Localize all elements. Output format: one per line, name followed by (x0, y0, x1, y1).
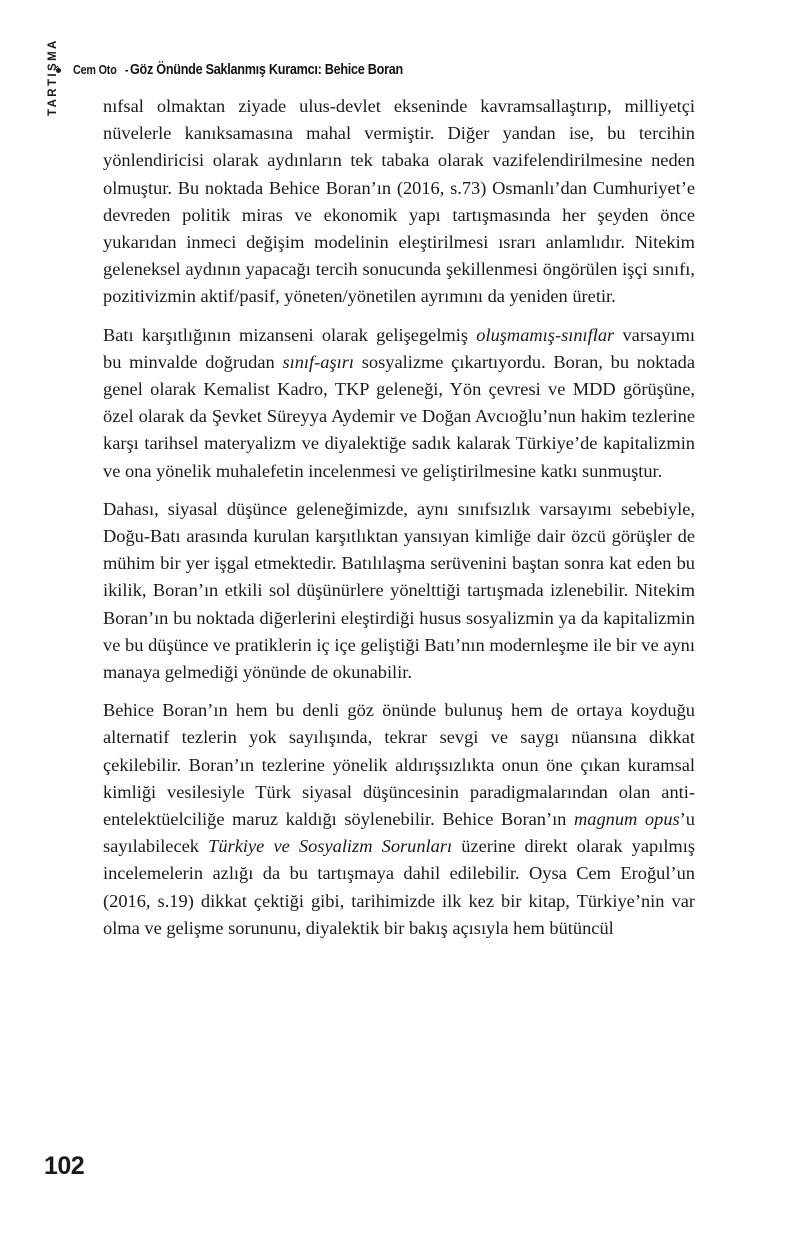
page-number: 102 (44, 1152, 85, 1180)
section-tab-label: TARTIŞMA (47, 38, 59, 116)
running-head-title: Göz Önünde Saklanmış Kuramcı: Behice Boran (129, 62, 403, 78)
body-text-column (103, 93, 695, 942)
paragraph: Dahası, siyasal düşünce geleneğimizde, aynı sınıfsızlık varsayımı sebebiyle, Doğu-Batı arasında kurulan karşıtlıktan yansıyan kimliğe dair özcü görüşler de mühim bir yer işgal etmektedir. Batılılaşma serüvenini baştan sonra kat eden bu ikilik, Boran’ın etkili sol düşünürlere yönelttiği tartışmada izlenebilir. Nitekim Boran’ın bu noktada diğerlerini eleştirdiği husus sosyalizmin ya da kapitalizmin ve bu düşünce ve pratiklerin iç içe geliştiği Batı’nın modernleşme ile bir ve aynı manaya gelmediği yönünde de okunabilir. (103, 498, 695, 683)
running-head (56, 62, 444, 78)
paragraph: Batı karşıtlığının mizanseni olarak gelişegelmiş oluşmamış-sınıflar varsayımı bu minvalde doğrudan sınıf-aşırı sosyalizme çıkartıyordu. Boran, bu noktada genel olarak Kemalist Kadro, TKP geleneği, Yön çevresi ve MDD görüşüne, özel olarak da Şevket Süreyya Aydemir ve Doğan Avcıoğlu’nun hakim tezlerine karşı tarihsel materyalizm ve diyalektiğe sadık kalarak Türkiye’de kapitalizmin ve ona yönelik muhalefetin incelenmesi ve geliştirilmesine katkı sunmuştur. (103, 324, 695, 481)
paragraph: Behice Boran’ın hem bu denli göz önünde bulunuş hem de ortaya koyduğu alternatif tezlerin yok sayılışında, tekrar sevgi ve saygı nüansına dikkat çekilebilir. Boran’ın tezlerine yönelik aldırışsızlıkta onun öne çıkan kuramsal kimliği vesilesiyle Türk siyasal düşüncesinin paradigmalarından olan anti-entelektüelciliğe maruz kaldığı söylenebilir. Behice Boran’ın magnum opus’u sayılabilecek Türkiye ve Sosyalizm Sorunları üzerine direkt olarak yapılmış incelemelerin azlığı da bu tartışmaya dahil edilebilir. Oysa Cem Eroğul’un (2016, s.19) dikkat çektiği gibi, tarihimizde ilk kez bir kitap, Türkiye’nin var olma ve gelişme sorununu, diyalektik bir bakış açısıyla hem bütüncül (103, 700, 695, 938)
running-head-separator: - (124, 63, 129, 77)
running-head-author: Cem Oto (73, 63, 117, 77)
paragraph: nıfsal olmaktan ziyade ulus-devlet ekseninde kavramsallaştırıp, milliyetçi nüvelerle kanıksamasına mahal vermiştir. Diğer yandan ise, bu tercihin yönlendiricisi olarak aydınların tek tabaka olarak vazifelendirilmesine neden olmuştur. Bu noktada Behice Boran’ın (2016, s.73) Osmanlı’dan Cumhuriyet’e devreden politik miras ve ekonomik yapı tartışmasında her şeyden önce yukarıdan inmeci değişim modelinin eleştirilmesi ısrarı anlamlıdır. Nitekim geleneksel aydının yapacağı tercih sonucunda şekillenmesi öngörülen işçi sınıfı, pozitivizmin aktif/pasif, yöneten/yönetilen ayrımını da yeniden üretir. (103, 96, 695, 307)
